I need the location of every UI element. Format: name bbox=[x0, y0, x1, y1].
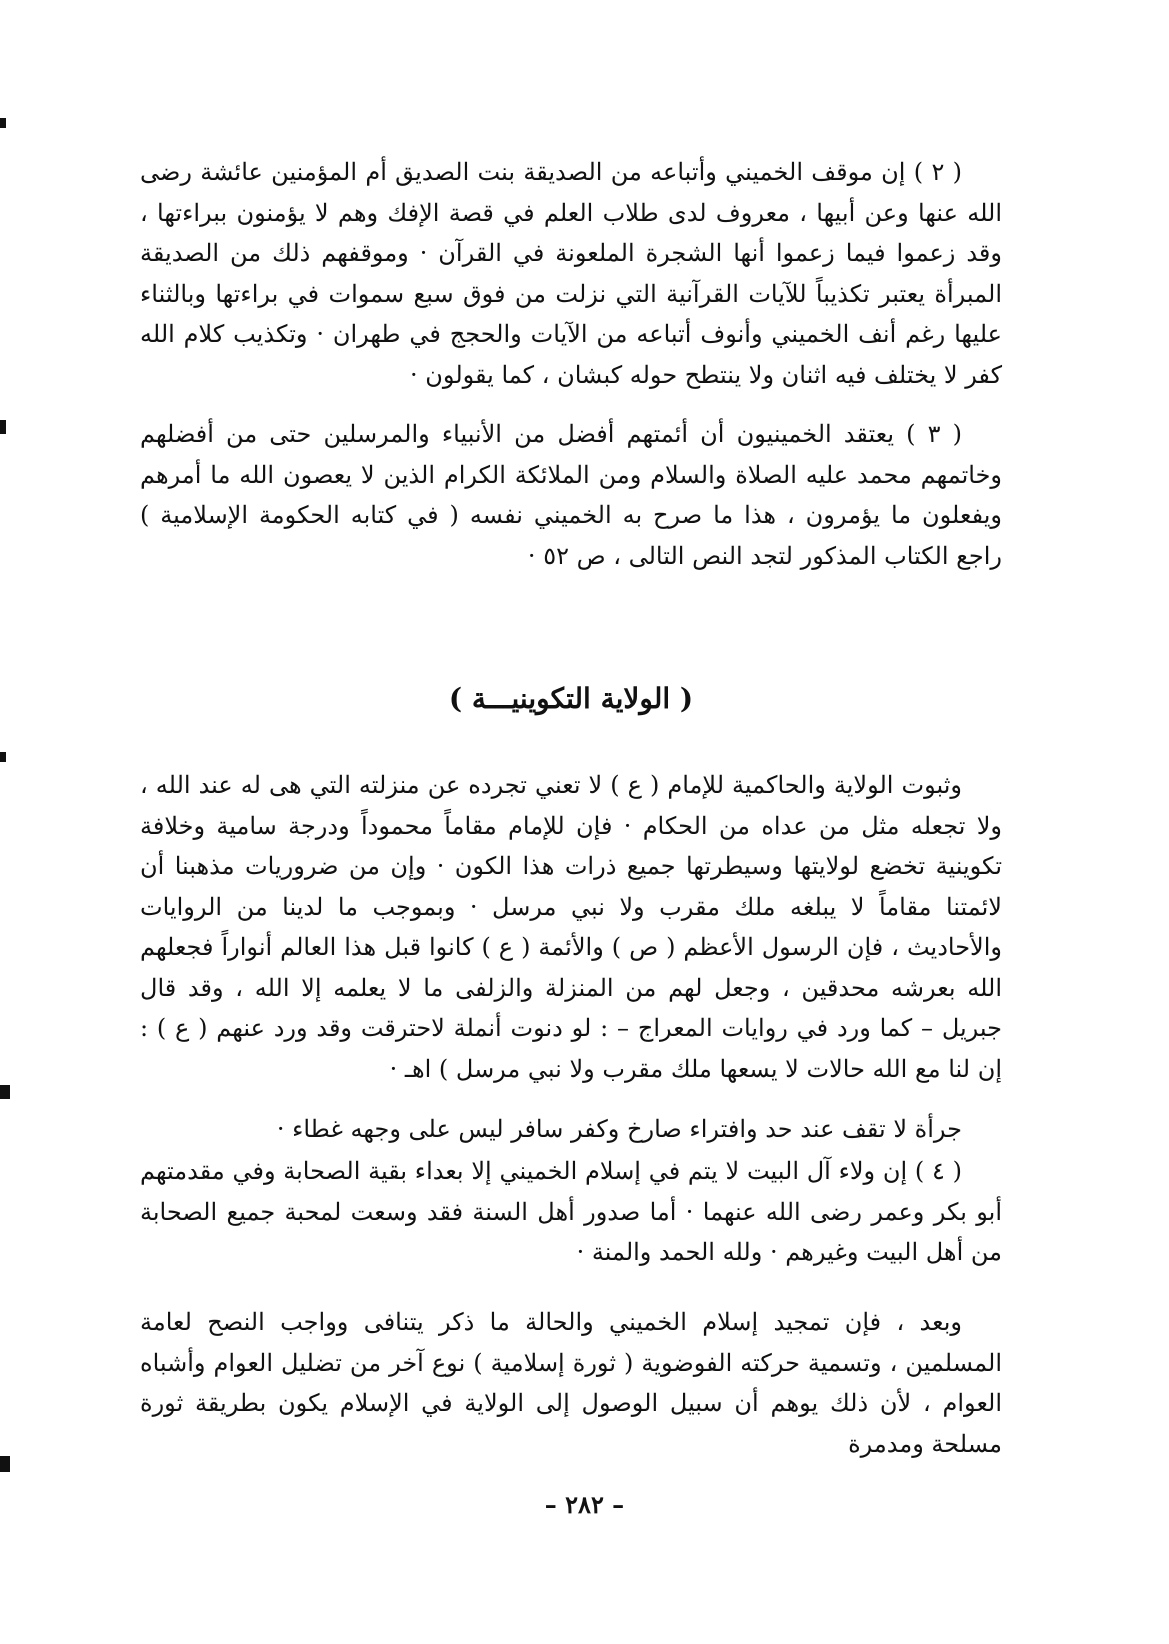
paragraph-text: ( ٤ ) إن ولاء آل البيت لا يتم في إسلام الخميني إلا بعداء بقية الصحابة وفي مقدمتهم أبو بكر وعمر رضى الله عنهما · أما صدور أهل السنة فقد وسعت لمحبة جميع الصحابة من أهل البيت وغيرهم · ولله الحمد والمنة · bbox=[140, 1157, 1002, 1266]
margin-mark bbox=[0, 1456, 10, 1472]
section-heading: ( الولاية التكوينيـــة ) bbox=[448, 682, 694, 715]
paragraph-text: وبعد ، فإن تمجيد إسلام الخميني والحالة ما ذكر يتنافى وواجب النصح لعامة المسلمين ، وتسمية حركته الفوضوية ( ثورة إسلامية ) نوع آخر من تضليل العوام وأشباه العوام ، لأن ذلك يوهم أن سبيل الوصول إلى الولاية في الإسلام يكون بطريقة ثورة مسلحة ومدمرة bbox=[140, 1308, 1002, 1458]
paragraph-text: ( ٣ ) يعتقد الخمينيون أن أئمتهم أفضل من الأنبياء والمرسلين حتى من أفضلهم وخاتمهم محمد عليه الصلاة والسلام ومن الملائكة الكرام الذين لا يعصون الله ما أمرهم ويفعلون ما يؤمرون ، هذا ما صرح به الخميني نفسه ( في كتابه الحكومة الإسلامية ) راجع الكتاب المذكور لتجد النص التالى ، ص ٥٢ · bbox=[140, 420, 1002, 570]
quote-text: وثبوت الولاية والحاكمية للإمام ( ع ) لا تعني تجرده عن منزلته التي هى له عند الله ، ولا تجعله مثل من عداه من الحكام · فإن للإمام مقاماً محموداً ودرجة سامية وخلافة تكوينية تخضع لولايتها وسيطرتها جميع ذرات هذا الكون · وإن من ضروريات مذهبنا أن لائمتنا مقاماً لا يبلغه ملك مقرب ولا نبي مرسل · وبموجب ما لدينا من الروايات والأحاديث ، فإن الرسول الأعظم ( ص ) والأئمة ( ع ) كانوا قبل هذا العالم أنواراً فجعلهم الله بعرشه محدقين ، وجعل لهم من المنزلة والزلفى ما لا يعلمه إلا الله ، وقد قال جبريل – كما ورد في روايات المعراج – : لو دنوت أنملة لاحترقت وقد ورد عنهم ( ع ) : إن لنا مع الله حالات لا يسعها ملك مقرب ولا نبي مرسل ) اهـ · bbox=[140, 771, 1002, 1083]
page-number: – ٢٨٢ – bbox=[544, 1490, 625, 1519]
margin-mark bbox=[0, 420, 6, 434]
margin-mark bbox=[0, 118, 6, 128]
paragraph-note-4 bbox=[140, 1151, 1002, 1273]
paragraph-conclusion bbox=[140, 1302, 1002, 1464]
comment-line bbox=[140, 1109, 1002, 1150]
quoted-passage bbox=[140, 765, 1002, 1089]
paragraph-note-2 bbox=[140, 152, 1002, 395]
paragraph-note-3 bbox=[140, 414, 1002, 576]
paragraph-text: ( ٢ ) إن موقف الخميني وأتباعه من الصديقة بنت الصديق أم المؤمنين عائشة رضى الله عنها وعن أبيها ، معروف لدى طلاب العلم في قصة الإفك وهم لا يؤمنون ببراءتها ، وقد زعموا فيما زعموا أنها الشجرة الملعونة في القرآن · وموقفهم ذلك من الصديقة المبرأة يعتبر تكذيباً للآيات القرآنية التي نزلت من فوق سبع سموات في براءتها وبالثناء عليها رغم أنف الخميني وأنوف أتباعه من الآيات والحجج في طهران · وتكذيب كلام الله كفر لا يختلف فيه اثنان ولا ينتطح حوله كبشان ، كما يقولون · bbox=[140, 158, 1003, 389]
margin-mark bbox=[0, 1085, 10, 1099]
margin-mark bbox=[0, 752, 6, 762]
comment-text: جرأة لا تقف عند حد وافتراء صارخ وكفر سافر ليس على وجهه غطاء · bbox=[276, 1115, 962, 1143]
